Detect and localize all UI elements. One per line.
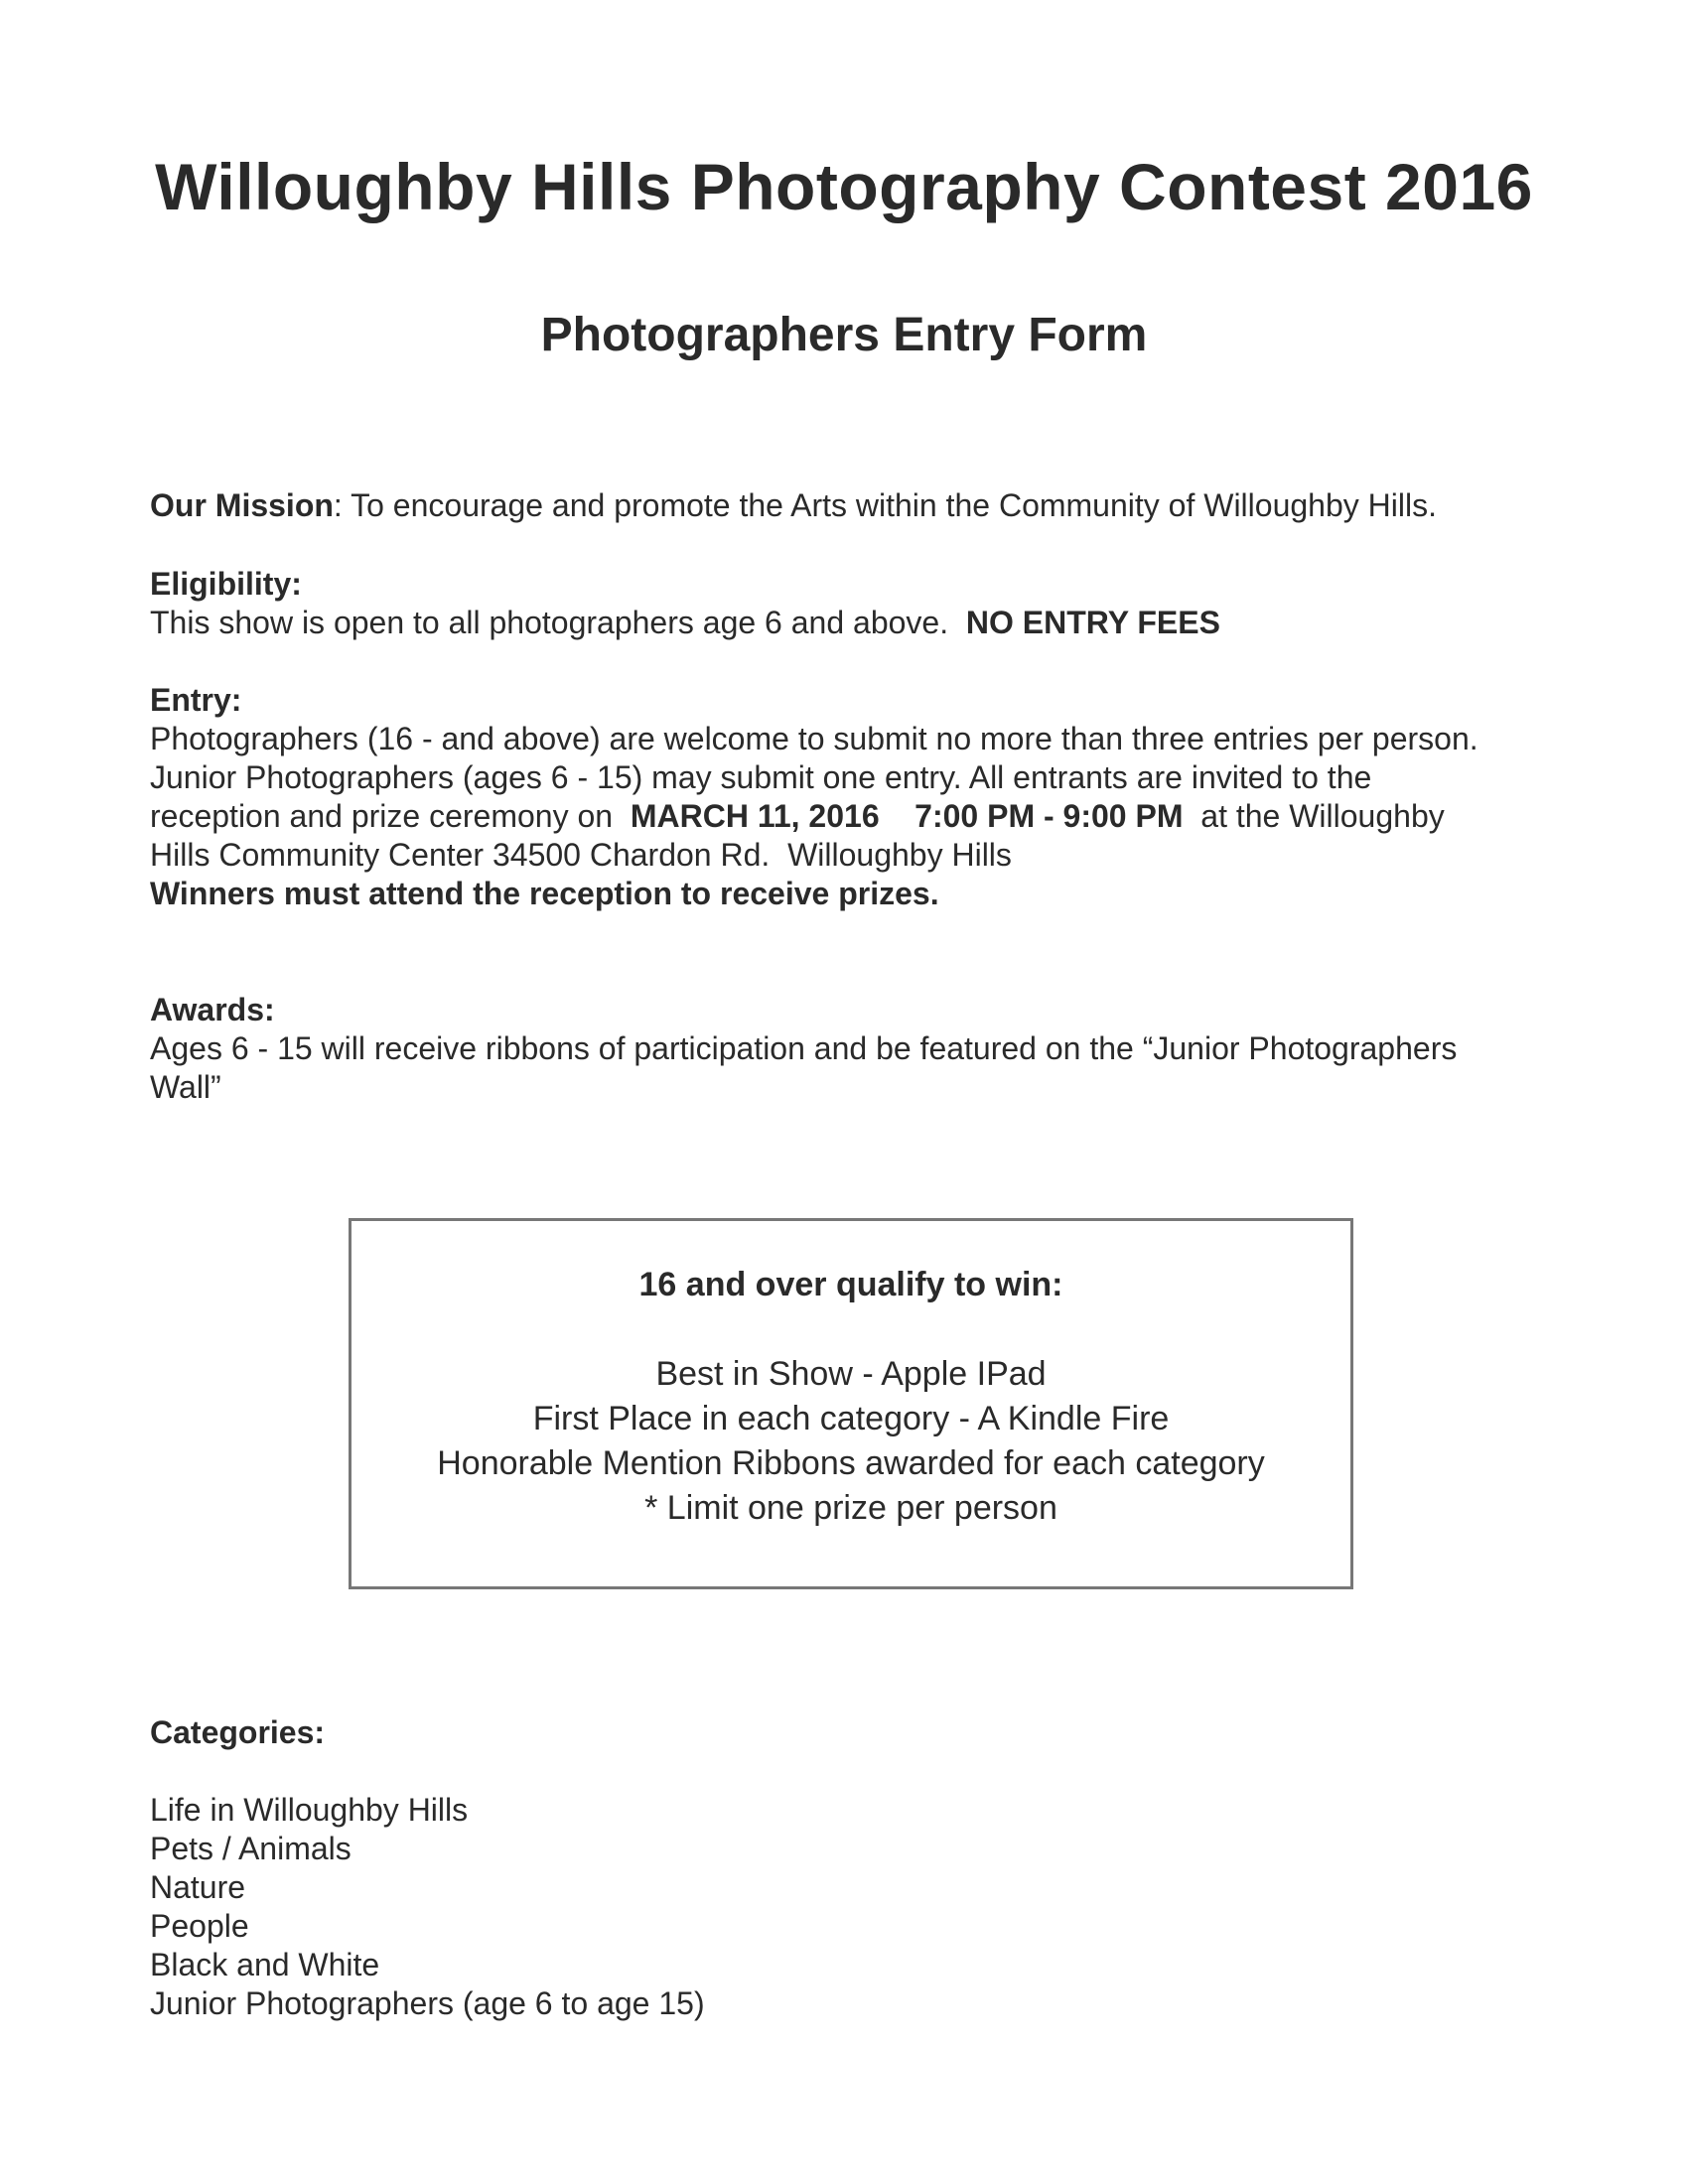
eligibility-section	[150, 565, 1540, 642]
mission-text: : To encourage and promote the Arts within the Community of Willoughby Hills.	[333, 487, 1437, 523]
prize-item: Honorable Mention Ribbons awarded for each category	[437, 1444, 1265, 1482]
entry-heading: Entry:	[150, 682, 242, 718]
no-entry-fees: NO ENTRY FEES	[965, 605, 1220, 640]
mission-section	[150, 486, 1540, 525]
category-item: Life in Willoughby Hills	[150, 1792, 469, 1828]
winners-notice: Winners must attend the reception to receive prizes.	[150, 876, 939, 911]
prize-heading: 16 and over qualify to win:	[638, 1266, 1063, 1303]
entry-line	[150, 797, 1540, 836]
page-title: Willoughby Hills Photography Contest 2016	[155, 150, 1533, 223]
prize-item: Best in Show - Apple IPad	[655, 1355, 1047, 1393]
entry-line: Photographers (16 - and above) are welcome to submit no more than three entries per person.	[150, 721, 1478, 756]
category-item: People	[150, 1908, 249, 1944]
awards-line: Ages 6 - 15 will receive ribbons of participation and be featured on the “Junior Photographers	[150, 1030, 1458, 1066]
eligibility-body: This show is open to all photographers age 6 and above.	[150, 605, 966, 640]
entry-section	[150, 681, 1540, 913]
prize-box	[349, 1218, 1353, 1589]
category-item: Nature	[150, 1869, 246, 1905]
prize-list	[352, 1352, 1350, 1531]
reception-date: MARCH 11, 2016 7:00 PM - 9:00 PM	[630, 798, 1184, 834]
awards-section	[150, 991, 1540, 1107]
eligibility-text	[150, 604, 1540, 642]
eligibility-heading: Eligibility:	[150, 566, 302, 602]
entry-line: Junior Photographers (ages 6 - 15) may submit one entry. All entrants are invited to the	[150, 759, 1372, 795]
categories-heading: Categories:	[150, 1714, 326, 1750]
categories-list	[150, 1791, 1540, 2023]
awards-line: Wall”	[150, 1069, 221, 1105]
prize-item: * Limit one prize per person	[644, 1489, 1057, 1527]
category-item: Pets / Animals	[150, 1831, 352, 1866]
entry-line3-post: at the Willoughby	[1183, 798, 1445, 834]
categories-section	[150, 1713, 1540, 1752]
entry-line3-pre: reception and prize ceremony on	[150, 798, 631, 834]
form-subtitle: Photographers Entry Form	[540, 309, 1148, 361]
prize-item: First Place in each category - A Kindle Fire	[532, 1400, 1170, 1437]
awards-heading: Awards:	[150, 992, 275, 1027]
category-item: Junior Photographers (age 6 to age 15)	[150, 1985, 705, 2021]
entry-line: Hills Community Center 34500 Chardon Rd. Willoughby Hills	[150, 837, 1012, 873]
category-item: Black and White	[150, 1947, 380, 1982]
mission-label: Our Mission	[150, 487, 334, 523]
